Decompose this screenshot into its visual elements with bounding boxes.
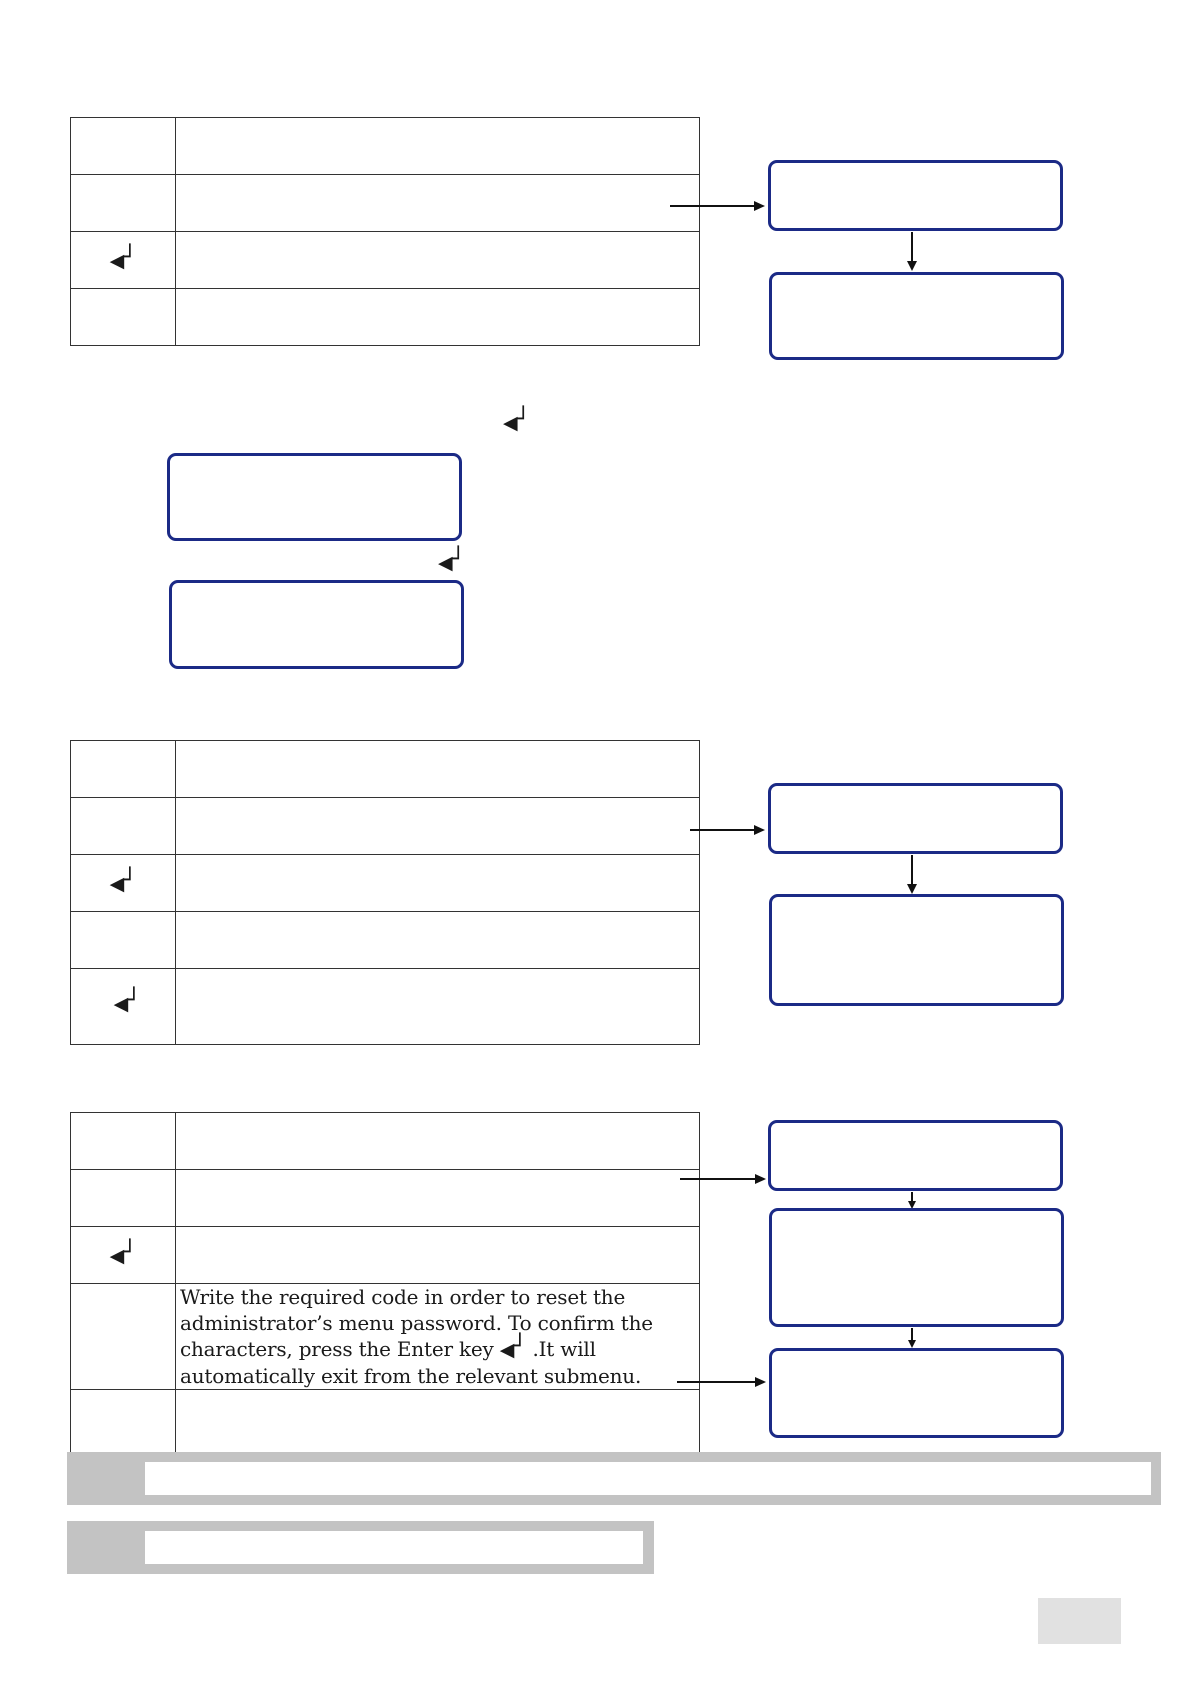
section2-table xyxy=(70,740,700,1045)
table-key-cell xyxy=(71,912,176,969)
lcd-display-screen xyxy=(769,272,1064,360)
table-key-cell xyxy=(71,118,176,175)
arrow-right-icon xyxy=(677,1374,767,1390)
table-desc-cell xyxy=(176,175,700,232)
enter-key-icon: ◀┘ xyxy=(503,407,530,434)
reset-password-text: Write the required code in order to reset the administrator’s menu password. To confirm the characters, press the Enter key xyxy=(180,1285,653,1361)
lcd-display-screen xyxy=(167,453,462,541)
table-key-cell xyxy=(71,289,176,346)
arrow-down-icon xyxy=(905,855,919,895)
enter-key-icon: ◀┘ xyxy=(113,988,141,1015)
enter-key-icon: ◀┘ xyxy=(109,1239,137,1267)
arrow-right-icon xyxy=(680,1171,767,1187)
lcd-display-screen xyxy=(769,894,1064,1006)
table-desc-cell xyxy=(176,1227,700,1284)
table-desc-cell xyxy=(176,289,700,346)
table-desc-cell xyxy=(176,1113,700,1170)
table-desc-cell xyxy=(176,118,700,175)
section-header-bar xyxy=(67,1452,1161,1505)
table-key-cell xyxy=(71,741,176,798)
table-desc-cell xyxy=(176,232,700,289)
table-key-cell xyxy=(71,1227,176,1284)
table-key-cell xyxy=(71,175,176,232)
section-header-bar xyxy=(67,1521,654,1574)
arrow-right-icon xyxy=(690,822,766,838)
table-desc-cell xyxy=(176,741,700,798)
lcd-display-screen xyxy=(768,783,1063,854)
section-header-bar-inner xyxy=(145,1531,643,1564)
lcd-display-screen xyxy=(169,580,464,669)
table-desc-cell xyxy=(176,855,700,912)
page-number-box xyxy=(1038,1598,1121,1644)
enter-key-icon: ◀┘ xyxy=(499,1334,527,1361)
arrow-down-icon xyxy=(905,1328,919,1350)
table-key-cell xyxy=(71,1284,176,1390)
section3-table xyxy=(70,1112,700,1466)
lcd-display-screen xyxy=(768,160,1063,231)
lcd-display-screen xyxy=(769,1208,1064,1327)
enter-key-icon: ◀┘ xyxy=(438,547,465,574)
table-key-cell xyxy=(71,1170,176,1227)
reset-password-instructions xyxy=(180,1284,699,1389)
table-desc-cell xyxy=(176,798,700,855)
table-key-cell xyxy=(71,969,176,1045)
table-key-cell xyxy=(71,1113,176,1170)
table-desc-cell xyxy=(176,1284,700,1390)
table-key-cell xyxy=(71,798,176,855)
enter-key-icon: ◀┘ xyxy=(109,244,137,272)
arrow-down-icon xyxy=(905,232,919,272)
section-header-bar-inner xyxy=(145,1462,1151,1495)
table-desc-cell xyxy=(176,1170,700,1227)
arrow-right-icon xyxy=(670,198,766,214)
reset-password-text-tail: .It will automatically exit from the relevant submenu. xyxy=(180,1337,642,1388)
section1-table xyxy=(70,117,700,346)
table-key-cell xyxy=(71,855,176,912)
lcd-display-screen xyxy=(768,1120,1063,1191)
lcd-display-screen xyxy=(769,1348,1064,1438)
table-key-cell xyxy=(71,232,176,289)
enter-key-icon: ◀┘ xyxy=(109,867,137,895)
table-desc-cell xyxy=(176,969,700,1045)
table-desc-cell xyxy=(176,912,700,969)
